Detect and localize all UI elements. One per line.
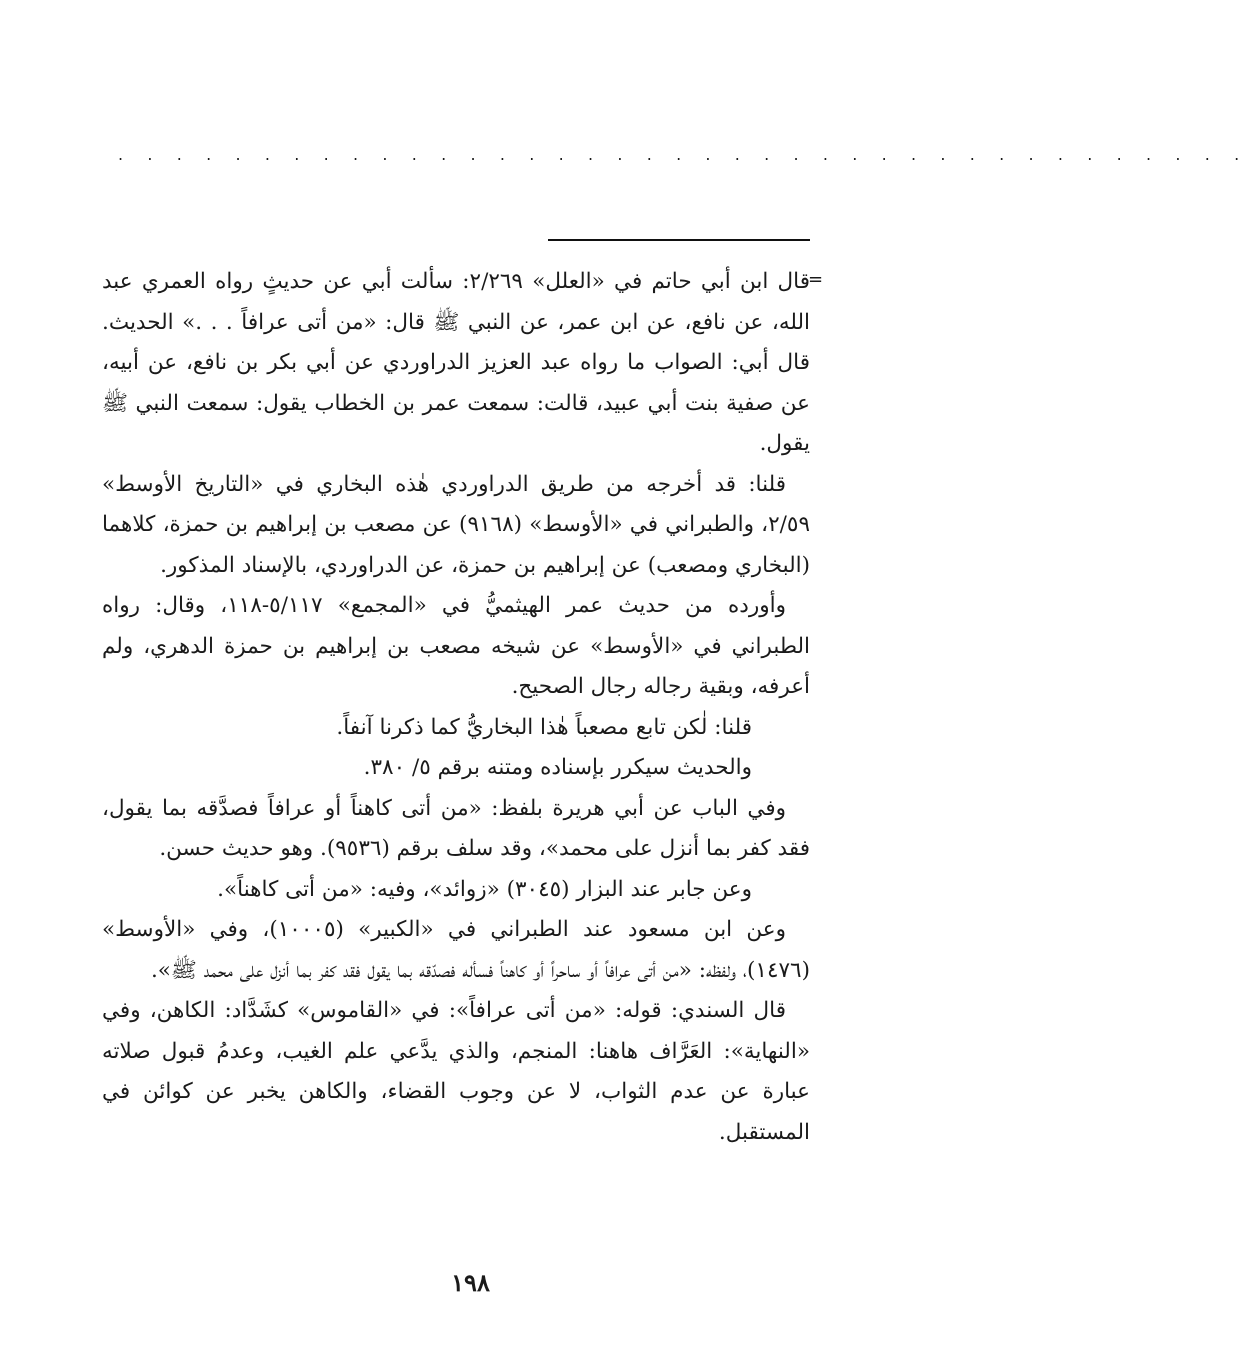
paragraph-abu-hurayra: وفي الباب عن أبي هريرة بلفظ: «من أتى كاهناً أو عرافاً فصدَّقه بما يقول، فقد كفر بما أنزل على محمد»، وقد سلف برقم (٩٥٣٦). وهو حديث حسن. — [102, 795, 810, 861]
paragraph-sindi: قال السندي: قوله: «من أتى عرافاً»: في «القاموس» كشَدَّاد: الكاهن، وفي «النهاية»: العَرَّاف هاهنا: المنجم، والذي يدَّعي علم الغيب، وعدمُ قبول صلاته عبارة عن عدم الثواب، لا عن وجوب القضاء، والكاهن يخبر عن كوائن في المستقبل. — [102, 998, 810, 1145]
paragraph-repeat: والحديث سيكرر بإسناده ومتنه برقم ٥/ ٣٨٠. — [363, 755, 752, 780]
footnote-text — [102, 262, 810, 1153]
paragraph-takhrij: قلنا: قد أخرجه من طريق الدراوردي هٰذه البخاري في «التاريخ الأوسط» ٢/٥٩، والطبراني في «الأوسط» (٩١٦٨) عن مصعب بن إبراهيم بن حمزة، كلاهما (البخاري ومصعب) عن إبراهيم بن حمزة، عن الدراوردي، بالإسناد المذكور. — [102, 471, 811, 578]
continuation-mark: = — [808, 269, 824, 290]
paragraph-jabir: وعن جابر عند البزار (٣٠٤٥) «زوائد»، وفيه: «من أتى كاهناً». — [217, 876, 752, 902]
page-number: ١٩٨ — [451, 1268, 490, 1297]
footnote-rule — [548, 239, 810, 241]
paragraph-majma: وأورده من حديث عمر الهيثميُّ في «المجمع» ٥/١١٧-١١٨، وقال: رواه الطبراني في «الأوسط» عن شيخه مصعب بن إبراهيم بن حمزة الدهري، ولم أعرفه، وبقية رجاله رجال الصحيح. — [102, 593, 810, 699]
paragraph-ibn-masud: وعن ابن مسعود عند الطبراني في «الكبير» (١٠٠٠٥)، وفي «الأوسط» (١٤٧٦)، ولفظه: «من أتى عرافاً أو ساحراً أو كاهناً فسأله فصدّقه بما يقول فقد كفر بما أنزل على محمد ﷺ». — [102, 917, 810, 983]
paragraph-mutaba: قلنا: لٰكن تابع مصعباً هٰذا البخاريُّ كما ذكرنا آنفاً. — [336, 714, 752, 740]
separator-dots: . . . . . . . . . . . . . . . . . . . . . . . . . . . . . . . . . . . . . . . — [118, 145, 1249, 164]
paragraph-ilal: قال ابن أبي حاتم في «العلل» ٢/٢٦٩: سألت أبي عن حديثٍ رواه العمري عبد الله، عن نافع، عن ابن عمر، عن النبي ﷺ قال: «من أتى عرافاً . . .» الحديث. قال أبي: الصواب ما رواه عبد العزيز الدراوردي عن أبي بكر بن نافع، عن أبيه، عن صفية بنت أبي عبيد، قالت: سمعت عمر بن الخطاب يقول: سمعت النبي ﷺ يقول. — [102, 269, 810, 456]
